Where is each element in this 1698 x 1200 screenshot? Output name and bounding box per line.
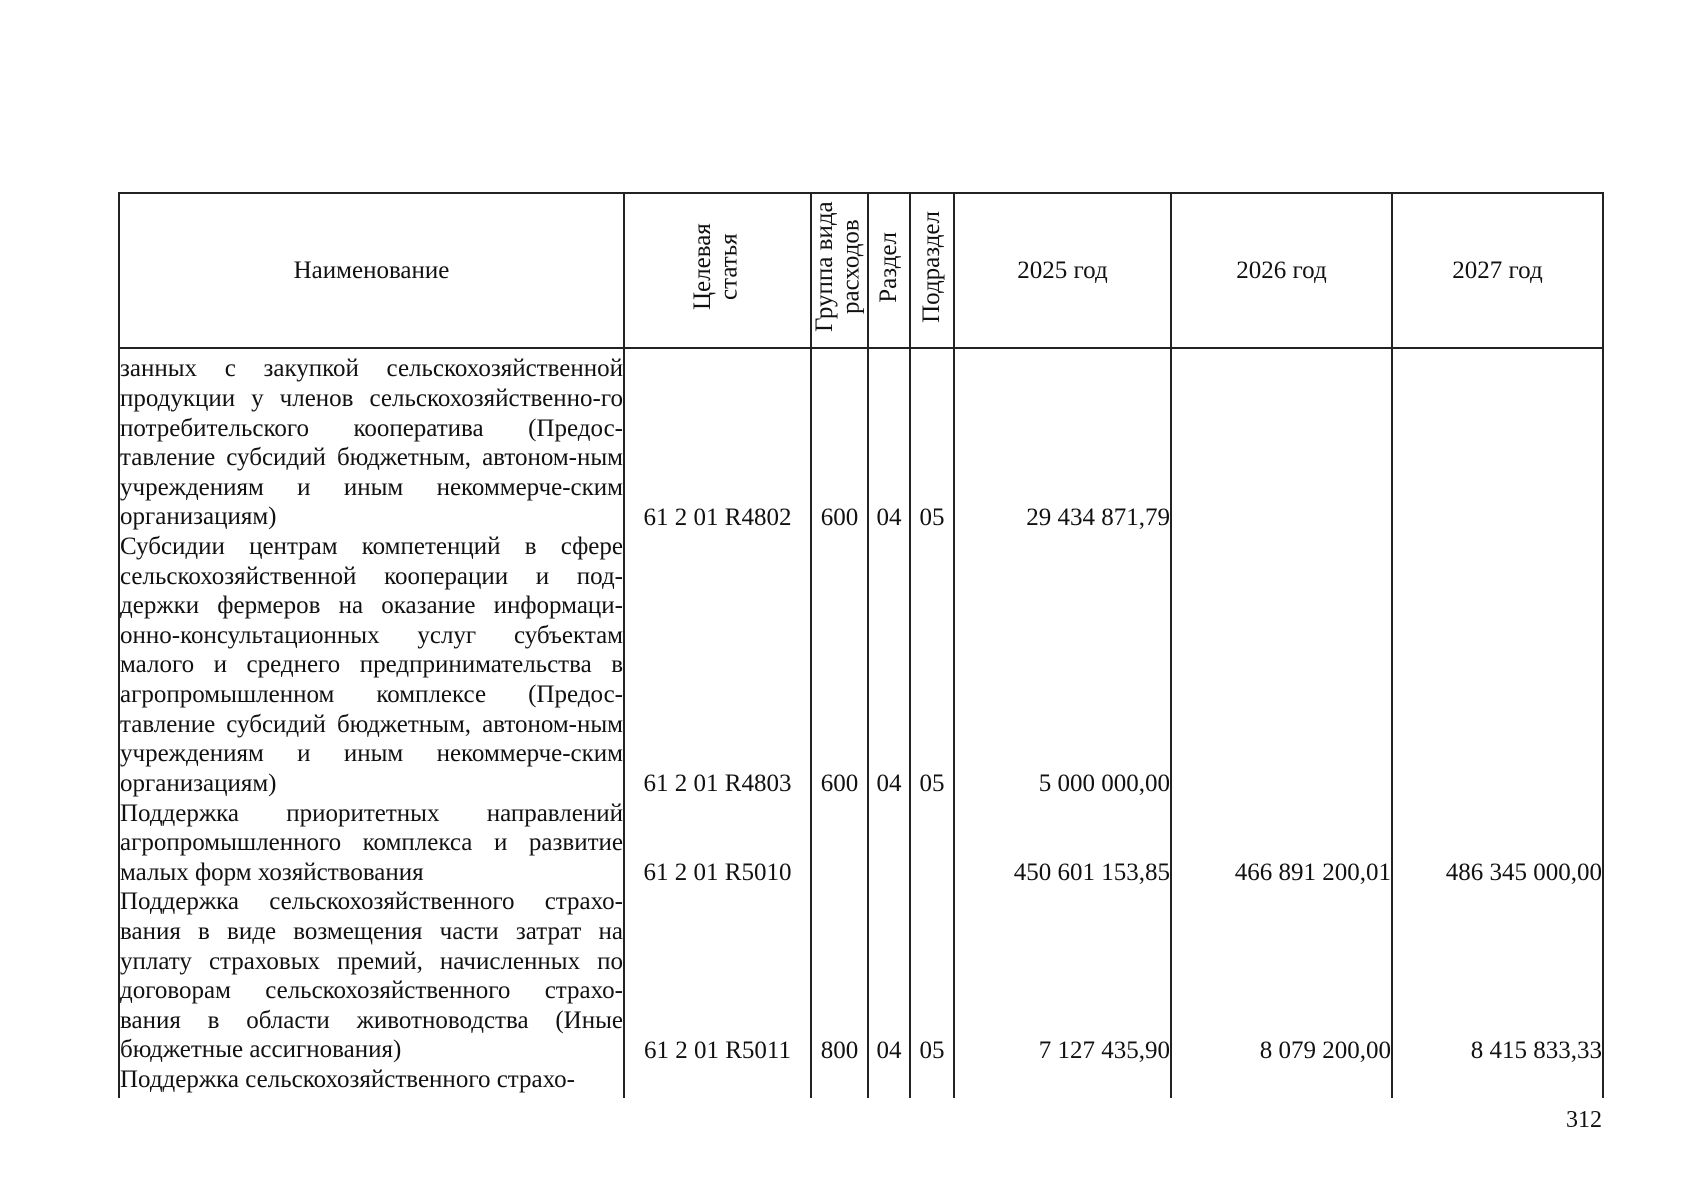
row-section <box>868 798 910 887</box>
row-group: 800 <box>811 887 868 1065</box>
row-group <box>811 1065 868 1098</box>
row-subsection: 05 <box>910 348 954 532</box>
row-y2025: 5 000 000,00 <box>954 532 1171 798</box>
row-y2027 <box>1392 1065 1603 1098</box>
table-header-row <box>119 193 1603 348</box>
row-y2025: 29 434 871,79 <box>954 348 1171 532</box>
header-subsection: Подраздел <box>910 193 954 348</box>
row-name: Субсидии центрам компетенций в сфере сельскохозяйственной кооперации и под-держки фермеров на оказание информаци-онно-консультационных услуг субъектам малого и среднего предпринимательства в агропромышленном комплексе (Предос-тавление субсидий бюджетным, автоном-ным учреждениям и иным некоммерче-ским организациям) <box>120 533 623 797</box>
row-subsection <box>910 798 954 887</box>
table-row <box>119 348 1603 532</box>
row-code: 61 2 01 R5011 <box>624 887 811 1065</box>
header-year-2025: 2025 год <box>954 193 1171 348</box>
row-y2026 <box>1171 348 1392 532</box>
header-year-2027: 2027 год <box>1392 193 1603 348</box>
table-row <box>119 1065 1603 1098</box>
page-number: 312 <box>1566 1107 1602 1133</box>
row-y2026 <box>1171 1065 1392 1098</box>
header-target-article: Целевая статья <box>624 193 811 348</box>
table-row <box>119 532 1603 798</box>
row-name: Поддержка приоритетных направлений агропромышленного комплекса и развитие малых форм хозяйствования <box>120 799 623 886</box>
row-group <box>811 798 868 887</box>
row-y2026: 466 891 200,01 <box>1171 798 1392 887</box>
row-subsection: 05 <box>910 532 954 798</box>
row-name: Поддержка сельскохозяйственного страхо- <box>119 1065 624 1098</box>
row-name: Поддержка сельскохозяйственного страхо-вания в виде возмещения части затрат на уплату страховых премий, начисленных по договорам сельскохозяйственного страхо-вания в области животноводства (Иные бюджетные ассигнования) <box>120 888 623 1064</box>
row-code: 61 2 01 R4803 <box>624 532 811 798</box>
row-section: 04 <box>868 532 910 798</box>
row-y2026 <box>1171 532 1392 798</box>
row-y2027 <box>1392 348 1603 532</box>
row-subsection: 05 <box>910 887 954 1065</box>
row-subsection <box>910 1065 954 1098</box>
budget-table <box>118 192 1604 1098</box>
row-y2027: 8 415 833,33 <box>1392 887 1603 1065</box>
row-code <box>624 1065 811 1098</box>
row-code: 61 2 01 R4802 <box>624 348 811 532</box>
row-y2027 <box>1392 532 1603 798</box>
row-section: 04 <box>868 348 910 532</box>
row-section <box>868 1065 910 1098</box>
row-y2027: 486 345 000,00 <box>1392 798 1603 887</box>
row-y2026: 8 079 200,00 <box>1171 887 1392 1065</box>
header-section: Раздел <box>868 193 910 348</box>
row-group: 600 <box>811 348 868 532</box>
row-y2025: 450 601 153,85 <box>954 798 1171 887</box>
row-y2025: 7 127 435,90 <box>954 887 1171 1065</box>
row-y2025 <box>954 1065 1171 1098</box>
table-row <box>119 887 1603 1065</box>
row-name: занных с закупкой сельскохозяйственной продукции у членов сельскохозяйственно-го потребительского кооператива (Предос-тавление субсидий бюджетным, автоном-ным учреждениям и иным некоммерче-ским организациям) <box>119 348 624 532</box>
header-year-2026: 2026 год <box>1171 193 1392 348</box>
row-group: 600 <box>811 532 868 798</box>
row-section: 04 <box>868 887 910 1065</box>
table-row <box>119 798 1603 887</box>
header-expense-group: Группа вида расходов <box>811 193 868 348</box>
row-code: 61 2 01 R5010 <box>624 798 811 887</box>
header-name: Наименование <box>119 193 624 348</box>
